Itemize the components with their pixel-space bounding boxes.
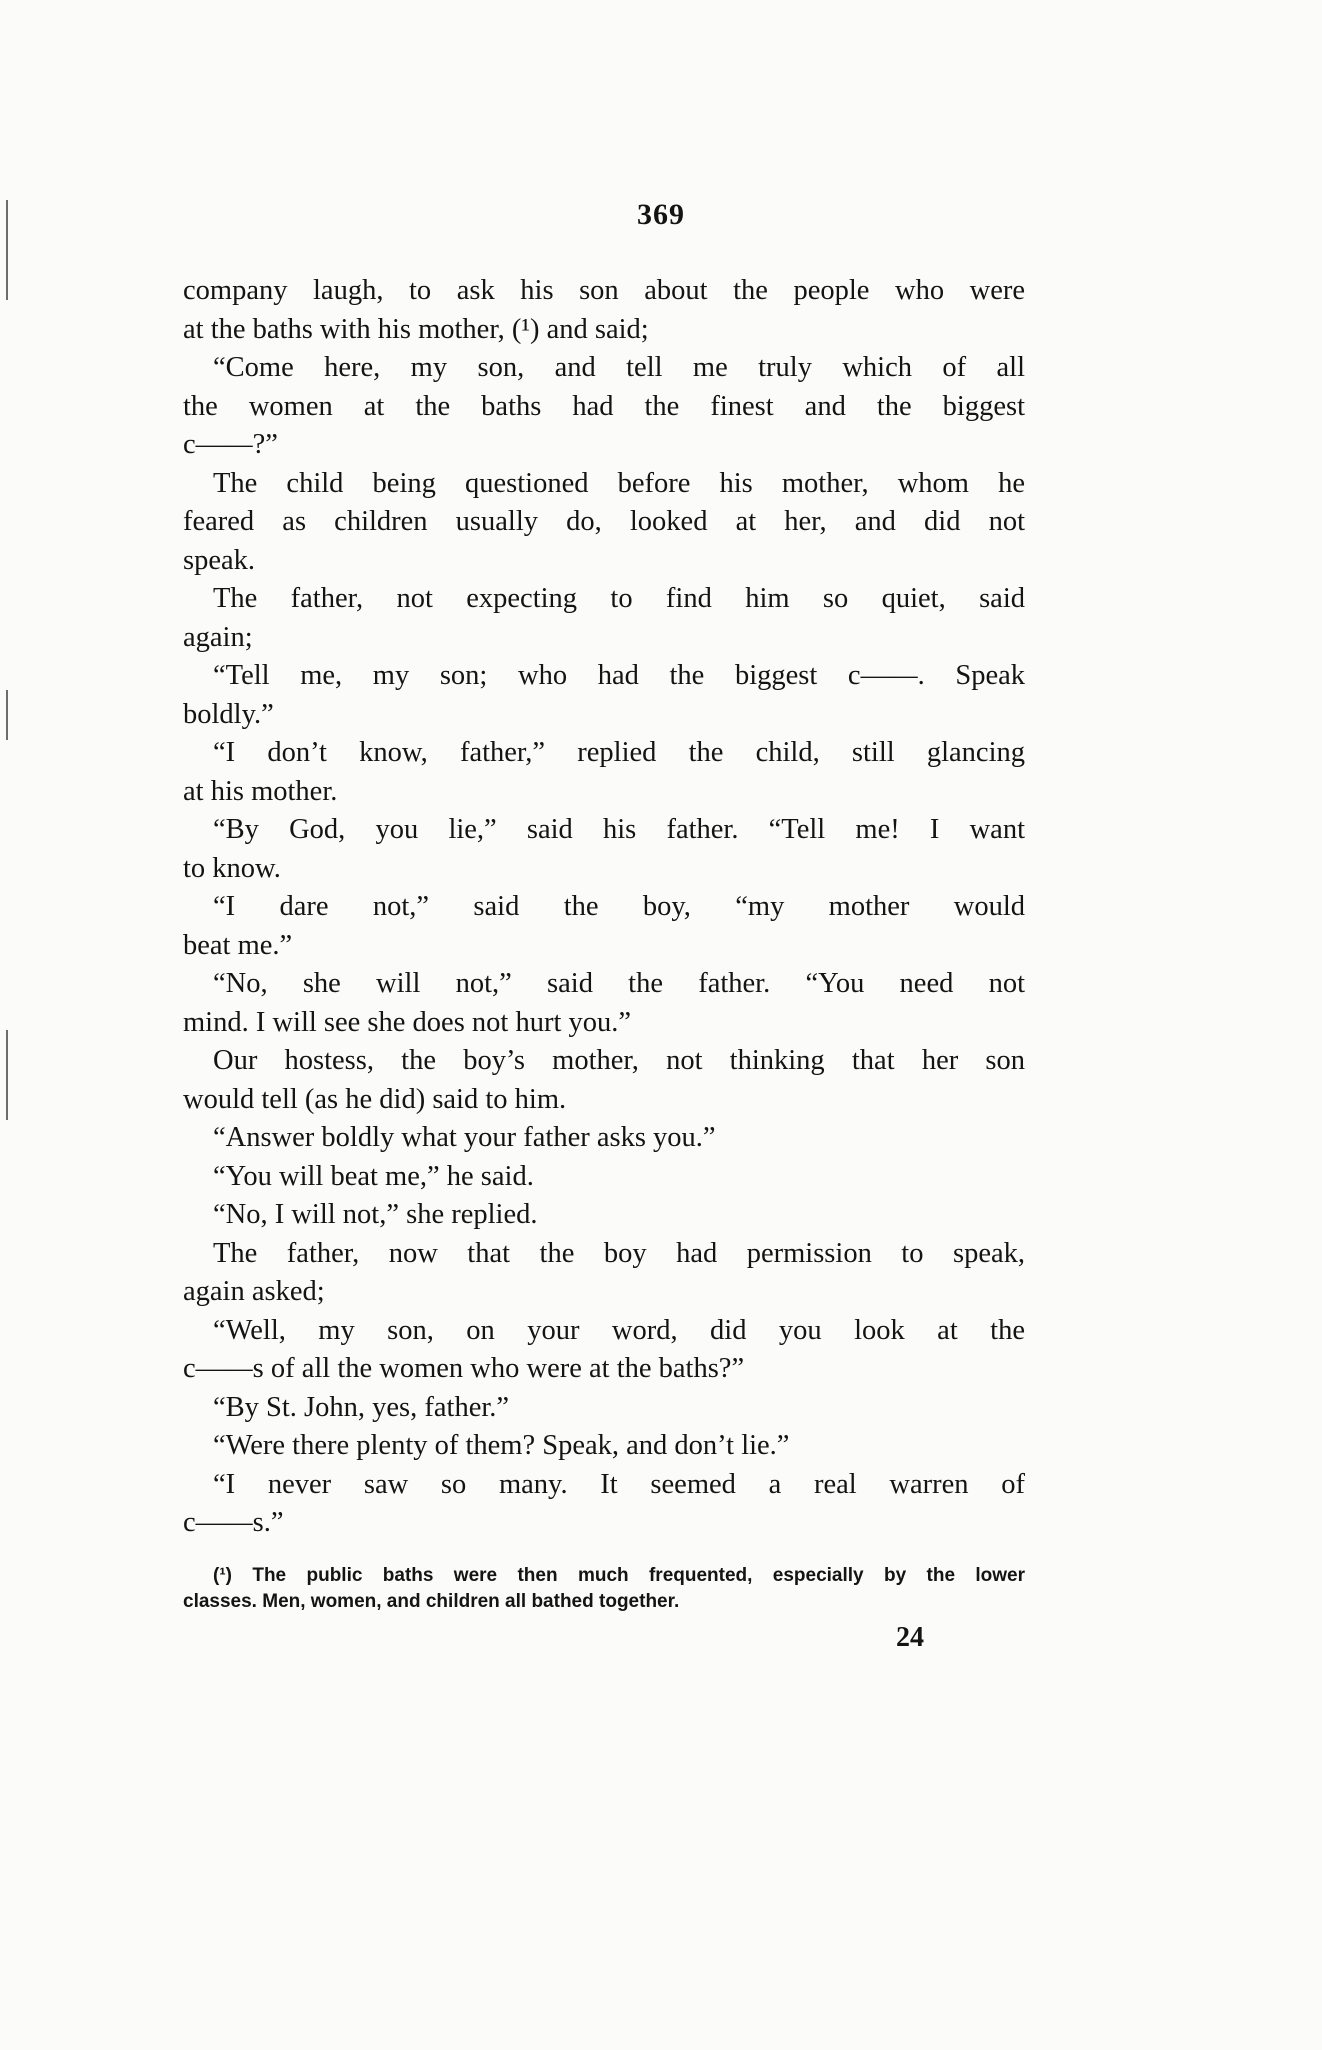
text-line: the women at the baths had the finest and the biggest xyxy=(183,390,1025,422)
text-line: “I dare not,” said the boy, “my mother would xyxy=(213,891,1025,922)
text-line: to know. xyxy=(183,852,281,884)
footnote-line: classes. Men, women, and children all bathed together. xyxy=(183,1591,680,1612)
footnote-line: (¹) The public baths were then much frequented, especially by the lower xyxy=(213,1565,1025,1586)
text-line: “By St. John, yes, father.” xyxy=(213,1391,510,1423)
text-line: c——?” xyxy=(183,429,278,460)
text-line: “I never saw so many. It seemed a real warren of xyxy=(213,1468,1025,1500)
text-line: The father, not expecting to find him so quiet, said xyxy=(213,583,1025,614)
text-line: again asked; xyxy=(183,1276,325,1307)
text-line: “Well, my son, on your word, did you look at the xyxy=(213,1314,1025,1346)
text-line: “Come here, my son, and tell me truly which of all xyxy=(213,352,1025,383)
text-line: “I don’t know, father,” replied the child, still glancing xyxy=(213,737,1025,768)
text-line: mind. I will see she does not hurt you.” xyxy=(183,1006,632,1038)
text-line: Our hostess, the boy’s mother, not thinking that her son xyxy=(213,1045,1025,1076)
text-line: company laugh, to ask his son about the people who were xyxy=(183,275,1025,306)
text-line: “No, she will not,” said the father. “You need not xyxy=(213,968,1025,999)
text-line: c——s.” xyxy=(183,1507,284,1538)
text-line: “You will beat me,” he said. xyxy=(213,1160,534,1192)
text-line: “Tell me, my son; who had the biggest c——. Speak xyxy=(213,660,1025,691)
page-number: 369 xyxy=(637,198,685,231)
body-text xyxy=(183,272,1025,1543)
text-line: “Were there plenty of them? Speak, and don’t lie.” xyxy=(213,1430,790,1461)
text-line: again; xyxy=(183,621,253,653)
text-line: c——s of all the women who were at the baths?” xyxy=(183,1353,745,1384)
text-line: at the baths with his mother, (¹) and said; xyxy=(183,313,649,345)
text-line: speak. xyxy=(183,544,256,576)
text-line: “By God, you lie,” said his father. “Tell me! I want xyxy=(213,814,1025,845)
text-line: “No, I will not,” she replied. xyxy=(213,1199,538,1230)
text-line: would tell (as he did) said to him. xyxy=(183,1083,567,1115)
text-line: The child being questioned before his mother, whom he xyxy=(213,467,1025,499)
text-line: beat me.” xyxy=(183,929,293,961)
scan-edge-mark xyxy=(6,690,8,740)
scan-edge-mark xyxy=(6,1030,8,1120)
text-line: boldly.” xyxy=(183,698,274,730)
footnote xyxy=(183,1563,1025,1615)
text-line: at his mother. xyxy=(183,775,338,807)
text-line: feared as children usually do, looked at her, and did not xyxy=(183,506,1025,537)
text-line: “Answer boldly what your father asks you.” xyxy=(213,1122,716,1153)
signature-mark: 24 xyxy=(896,1622,924,1653)
text-line: The father, now that the boy had permission to speak, xyxy=(213,1237,1025,1269)
